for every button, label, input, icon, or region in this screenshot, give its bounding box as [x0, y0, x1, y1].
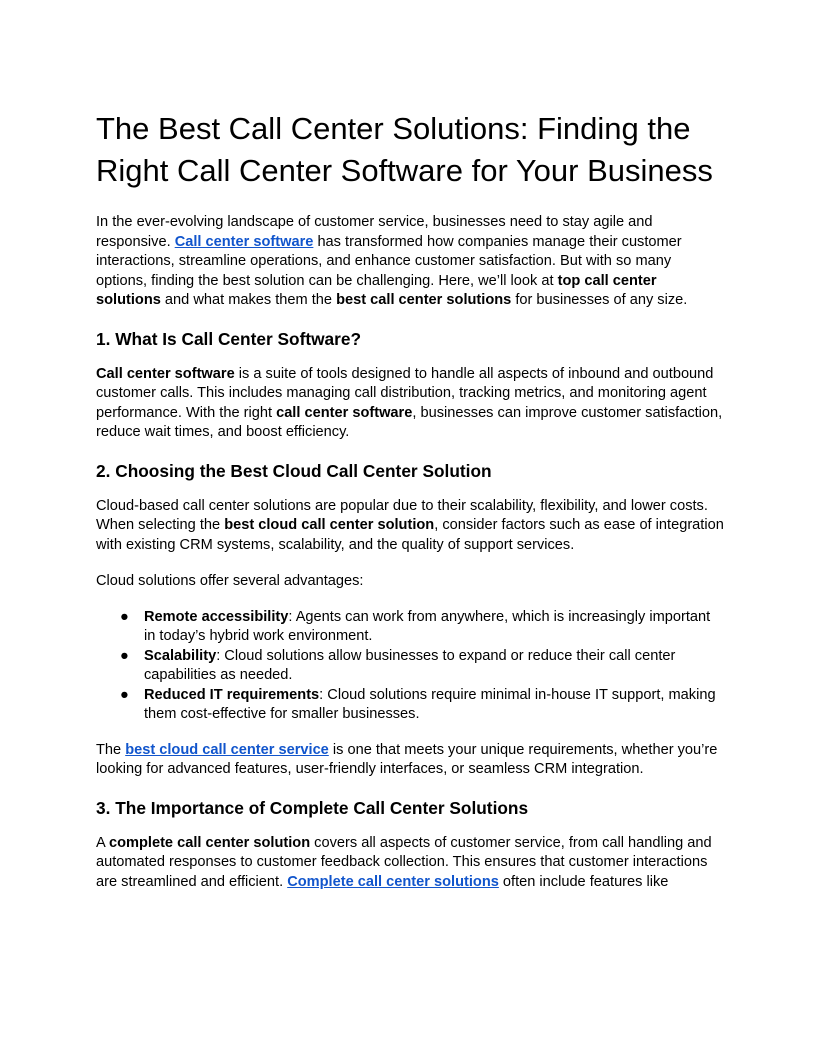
document-page — [96, 108, 724, 909]
intro-paragraph: In the ever-evolving landscape of customer service, businesses need to stay agile and responsive. Call center software has transformed how companies manage their customer interactions, streamline operations, and enhance customer satisfaction. But with so many options, finding the best solution can be challenging. Here, we’ll look at top call center solutions and what makes them the best call center solutions for businesses of any size. — [96, 214, 688, 308]
bullet-icon: ● — [120, 647, 129, 664]
list-item: ● Reduced IT requirements: Cloud solutions require minimal in-house IT support, making them cost-effective for smaller businesses. — [120, 686, 716, 722]
bullet-icon: ● — [120, 608, 129, 625]
best-cloud-call-center-service-link[interactable]: best cloud call center service — [125, 741, 329, 758]
list-item: ● Remote accessibility: Agents can work from anywhere, which is increasingly important in today’s hybrid work environment. — [120, 608, 711, 644]
section-1-paragraph: Call center software is a suite of tools designed to handle all aspects of inbound and outbound customer calls. This includes managing call distribution, tracking metrics, and monitoring agent performance. With the right call center software, businesses can improve customer satisfaction, reduce wait times, and boost efficiency. — [96, 365, 723, 440]
list-item: ● Scalability: Cloud solutions allow businesses to expand or reduce their call center capabilities as needed. — [120, 647, 676, 683]
complete-call-center-solutions-link[interactable]: Complete call center solutions — [287, 873, 499, 890]
advantages-list — [96, 608, 724, 725]
section-1-heading: 1. What Is Call Center Software? — [96, 328, 362, 349]
section-3-heading: 3. The Importance of Complete Call Center Solutions — [96, 797, 529, 818]
section-2-paragraph-1: Cloud-based call center solutions are popular due to their scalability, flexibility, and lower costs. When selecting the best cloud call center solution, consider factors such as ease of integration with existing CRM systems, scalability, and the quality of support services. — [96, 497, 724, 553]
page-title: The Best Call Center Solutions: Finding the Right Call Center Software for Your Business — [96, 111, 713, 188]
bullet-icon: ● — [120, 686, 129, 703]
section-2-heading: 2. Choosing the Best Cloud Call Center Solution — [96, 460, 492, 481]
section-2-paragraph-2: Cloud solutions offer several advantages: — [96, 573, 364, 589]
section-3-paragraph: A complete call center solution covers all aspects of customer service, from call handling and automated responses to customer feedback collection. This ensures that customer interactions are streamlined and efficient. Complete call center solutions often include features like — [96, 834, 712, 890]
section-2-paragraph-3: The best cloud call center service is one that meets your unique requirements, whether you’re looking for advanced features, user-friendly interfaces, or seamless CRM integration. — [96, 741, 718, 777]
call-center-software-link[interactable]: Call center software — [174, 233, 314, 250]
